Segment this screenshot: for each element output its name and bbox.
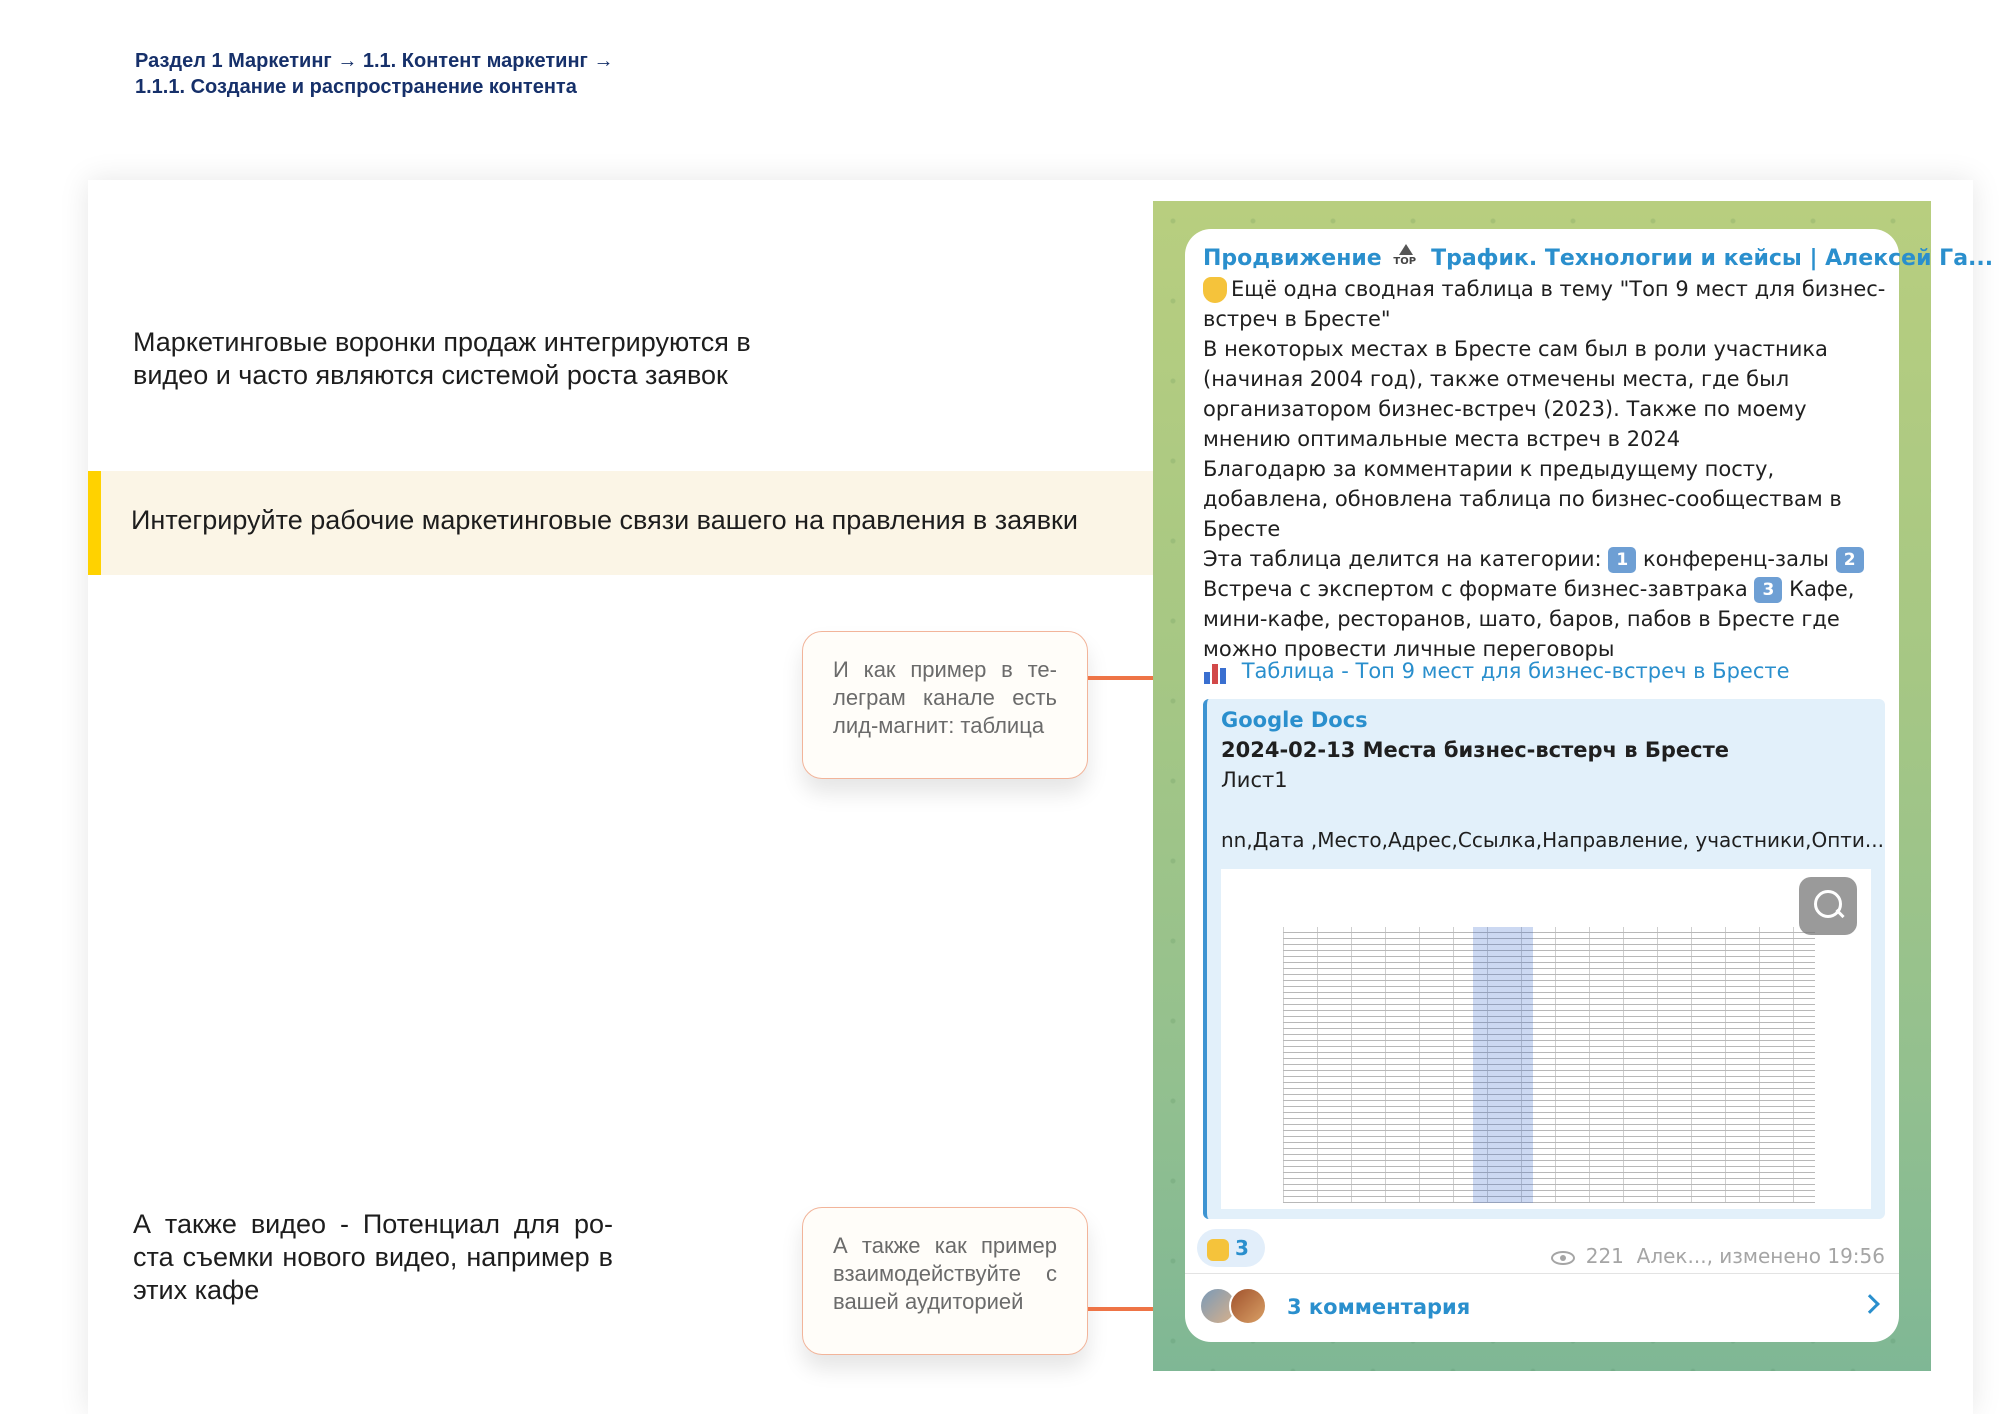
categories-lead: Эта таблица делится на категории: [1203, 547, 1602, 571]
commenter-avatars [1199, 1287, 1269, 1329]
message-intro: Ещё одна сводная таблица в тему "Топ 9 мест для бизнес-встреч в Бресте" [1203, 277, 1886, 331]
zoom-in-icon[interactable] [1799, 877, 1857, 935]
message-text [1203, 274, 1893, 664]
preview-sheet-name: Лист1 [1221, 768, 1288, 792]
telegram-screenshot [1153, 201, 1994, 1371]
highlight-text: Интегрируйте рабочие маркетинговые связи вашего на правления в заявки [131, 505, 1078, 535]
reaction-count: 3 [1235, 1236, 1249, 1260]
breadcrumb-line-1: Раздел 1 Маркетинг → 1.1. Контент маркетинг → [135, 50, 614, 72]
category-3: Кафе, мини-кафе, ресторанов, шато, баров, пабов в Бресте где можно провести личные переговоры [1203, 577, 1855, 661]
spreadsheet-grid-image [1283, 927, 1815, 1203]
link-preview[interactable] [1203, 699, 1885, 1219]
preview-columns: nn,Дата ,Место,Адрес,Ссылка,Направление, участники,Опти... [1221, 828, 1884, 852]
bar-chart-icon [1203, 660, 1227, 684]
message-para-2: Благодарю за комментарии к предыдущему посту, добавлена, обновлена таблица по бизнес-сообществам в Бресте [1203, 457, 1842, 541]
channel-name-part-2: Трафик. Технологии и кейсы | Алексей Га... [1431, 246, 1994, 271]
comments-link[interactable]: 3 комментария [1287, 1295, 1471, 1319]
table-link[interactable] [1203, 659, 1790, 684]
table-link-text: Таблица - Топ 9 мест для бизнес-встреч в Бресте [1241, 659, 1790, 683]
avatar [1229, 1287, 1267, 1325]
telegram-message [1185, 229, 1994, 1342]
number-1-icon: 1 [1608, 547, 1636, 573]
callout-audience: А также как пример взаимодействуйте с вашей аудиторией [802, 1207, 1088, 1355]
channel-name-part-1: Продвижение [1203, 246, 1382, 271]
view-count: 221 [1585, 1244, 1624, 1268]
raised-hand-icon [1203, 277, 1227, 303]
channel-name[interactable] [1203, 244, 1994, 274]
callout-lead-magnet: И как пример в те- леграм канале есть лид-магнит: таблица [802, 631, 1088, 779]
thumbs-up-reaction[interactable] [1197, 1229, 1265, 1267]
author-edited-time: Алек..., изменено 19:56 [1636, 1244, 1885, 1268]
funnel-text: Маркетинговые воронки продаж интегрируются в видео и часто являются системой роста заявок [133, 327, 751, 390]
number-2-icon: 2 [1836, 547, 1864, 573]
preview-title: 2024-02-13 Места бизнес-встерч в Бресте [1221, 738, 1730, 762]
message-meta [1551, 1244, 1885, 1268]
breadcrumb [135, 48, 613, 100]
category-2: Встреча с экспертом с формате бизнес-завтрака [1203, 577, 1748, 601]
breadcrumb-line-2: 1.1.1. Создание и распространение контента [135, 76, 577, 98]
eye-icon [1551, 1251, 1575, 1265]
message-categories [1203, 544, 1893, 664]
chevron-right-icon[interactable] [1860, 1294, 1880, 1314]
comments-divider [1185, 1273, 1899, 1274]
thumbs-up-icon [1207, 1239, 1229, 1261]
preview-site-name: Google Docs [1221, 708, 1368, 732]
category-1: конференц-залы [1642, 547, 1829, 571]
message-para-1: В некоторых местах в Бресте сам был в роли участника (начиная 2004 год), также отмечены места, где был организатором бизнес-встреч (2023). Также по моему мнению оптимальные места встреч в 2024 [1203, 337, 1828, 451]
spreadsheet-thumbnail[interactable] [1221, 869, 1871, 1209]
video-text: А также видео - Потенциал для ро- ста съемки нового видео, например в этих кафе [133, 1209, 613, 1305]
top-arrow-icon [1393, 244, 1419, 274]
number-3-icon: 3 [1754, 577, 1782, 603]
highlight-block [88, 471, 1153, 575]
